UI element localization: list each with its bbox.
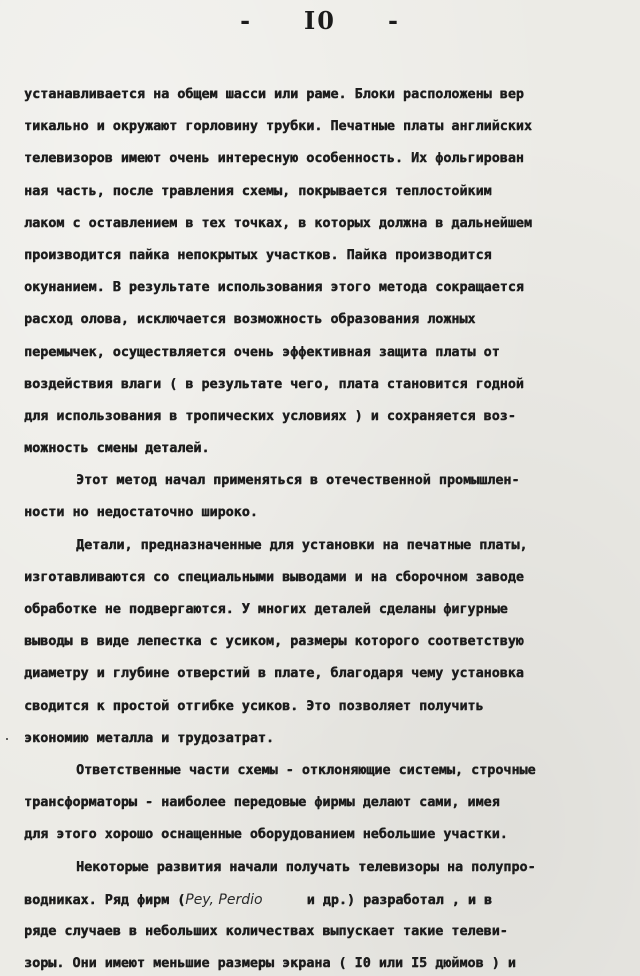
text-fragment: водниках. Ряд фирм (: [24, 892, 186, 908]
text-line: телевизоров имеют очень интересную особенность. Их фольгирован: [24, 151, 524, 167]
text-line: сводится к простой отгибке усиков. Это позволяет получить: [24, 698, 484, 714]
header-dash-right: -: [387, 6, 400, 35]
text-line: Ответственные части схемы - отклоняющие системы, строчные: [76, 762, 536, 778]
text-line: производится пайка непокрытых участков. Пайка производится: [24, 247, 492, 263]
text-fragment: и др.) разработал , и в: [306, 892, 492, 908]
text-line: ности но недостаточно широко.: [24, 505, 258, 521]
text-line: диаметру и глубине отверстий в плате, благодаря чему установка: [24, 666, 524, 682]
stray-ink-mark: [6, 738, 8, 740]
page-number: I0: [304, 6, 336, 35]
text-line: воздействия влаги ( в результате чего, плата становится годной: [24, 376, 524, 392]
text-line: для использования в тропических условиях ) и сохраняется воз-: [24, 408, 516, 424]
text-line: зоры. Они имеют меньшие размеры экрана ( I0 или I5 дюймов ) и: [24, 956, 516, 972]
text-line: [24, 884, 634, 916]
text-line: ная часть, после травления схемы, покрывается теплостойким: [24, 183, 492, 199]
text-line: расход олова, исключается возможность образования ложных: [24, 312, 476, 328]
text-line: перемычек, осуществляется очень эффективная защита платы от: [24, 344, 500, 360]
header-dash-left: -: [240, 6, 253, 35]
text-line: изготавливаются со специальными выводами и на сборочном заводе: [24, 569, 524, 585]
text-line: Детали, предназначенные для установки на печатные платы,: [76, 537, 528, 553]
document-body: [24, 79, 634, 976]
text-line: лаком с оставлением в тех точках, в которых должна в дальнейшем: [24, 215, 532, 231]
text-line: можность смены деталей.: [24, 441, 210, 457]
text-line: обработке не подвергаются. У многих деталей сделаны фигурные: [24, 602, 508, 617]
text-line: Этот метод начал применяться в отечественной промышлен-: [76, 473, 520, 489]
text-line: тикально и окружают горловину трубки. Печатные платы английских: [24, 119, 532, 135]
text-line: окунанием. В результате использования этого метода сокращается: [24, 280, 524, 296]
page-header: [0, 6, 640, 35]
text-line: трансформаторы - наиболее передовые фирмы делают сами, имея: [24, 795, 500, 811]
text-line: экономию металла и трудозатрат.: [24, 730, 274, 746]
text-line: выводы в виде лепестка с усиком, размеры которого соответствую: [24, 634, 524, 650]
text-line: Некоторые развития начали получать телевизоры на полупро-: [76, 859, 536, 875]
text-line: ряде случаев в небольших количествах выпускает такие телеви-: [24, 923, 508, 939]
text-line: для этого хорошо оснащенные оборудованием небольшие участки.: [24, 827, 508, 843]
handwritten-insertion: Pey, Perdio: [185, 891, 263, 908]
text-line: устанавливается на общем шасси или раме. Блоки расположены вер: [24, 87, 524, 102]
